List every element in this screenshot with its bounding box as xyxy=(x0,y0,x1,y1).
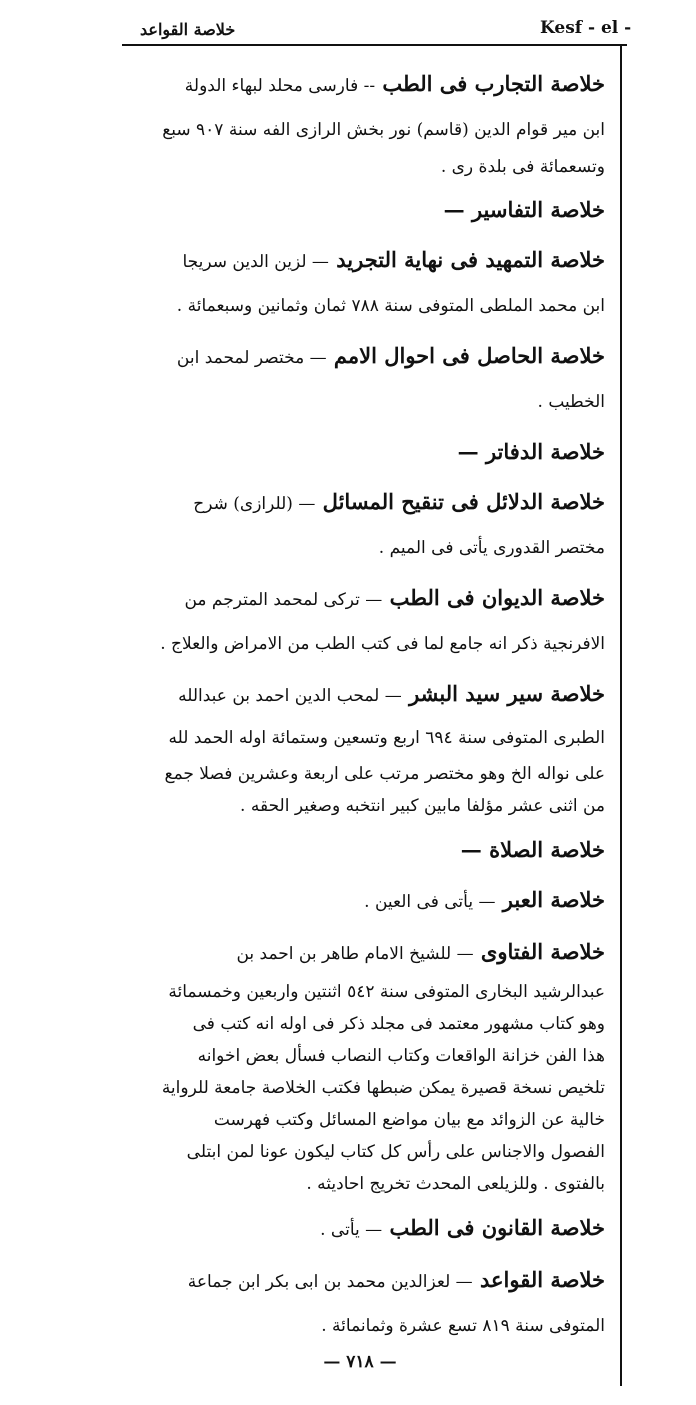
entry xyxy=(150,188,605,232)
entry-text: -- فارسى محلد لبهاء الدولة xyxy=(184,76,376,96)
entry-line: المتوفى سنة ٨١٩ تسع عشرة وثمانمائة . xyxy=(321,1316,605,1336)
running-title-arabic: خلاصة القواعد xyxy=(140,20,236,39)
entry-title: خلاصة الصلاة xyxy=(489,837,605,862)
entry xyxy=(150,334,605,424)
entry-text: — لعزالدين محمد بن ابى بكر ابن جماعة xyxy=(187,1272,473,1292)
entry-title: خلاصة الدفاتر xyxy=(485,439,605,464)
entry xyxy=(150,576,605,666)
entry-line: مختصر القدورى يأتى فى الميم . xyxy=(378,538,605,558)
entry-line: تلخيص نسخة قصيرة يمكن ضبطها فكتب الخلاصة جامعة للرواية xyxy=(161,1078,605,1098)
entry xyxy=(150,1258,605,1348)
entry-title: خلاصة الديوان فى الطب xyxy=(389,585,605,610)
entry-line: ابن محمد الملطى المتوفى سنة ٧٨٨ ثمان وثمانين وسبعمائة . xyxy=(176,296,605,316)
entry-line: الفصول والاجناس على رأس كل كتاب ليكون عونا لمن ابتلى xyxy=(186,1142,605,1162)
entry xyxy=(150,672,605,822)
entry xyxy=(150,878,605,924)
entry-text: — مختصر لمحمد ابن xyxy=(176,348,327,368)
entry xyxy=(150,480,605,570)
entry xyxy=(150,828,605,872)
entry-line: وهو كتاب مشهور معتمد فى مجلد ذكر فى اوله انه كتب فى xyxy=(192,1014,605,1034)
entry-text: — لمحب الدين احمد بن عبدالله xyxy=(178,686,402,706)
entry-text: — للشيخ الامام طاهر بن احمد بن xyxy=(236,944,474,964)
entry-text: — xyxy=(460,837,482,862)
entry-title: خلاصة القانون فى الطب xyxy=(389,1215,605,1240)
entry-line: عبدالرشيد البخارى المتوفى سنة ٥٤٢ اثنتين واربعين وخمسمائة xyxy=(168,982,605,1002)
entry-text: — يأتى . xyxy=(320,1220,383,1240)
entry-line: بالفتوى . وللزيلعى المحدث تخريج احاديثه . xyxy=(306,1174,605,1194)
entry-title: خلاصة الدلائل فى تنقيح المسائل xyxy=(322,489,605,514)
entry-title: خلاصة التجارب فى الطب xyxy=(382,71,605,96)
entry-line: من اثنى عشر مؤلفا مابين كبير انتخبه وصغير الحقه . xyxy=(240,796,605,816)
entry-line: وتسعمائة فى بلدة رى . xyxy=(440,157,605,177)
entry xyxy=(150,930,605,1200)
entry xyxy=(150,1206,605,1252)
entry-line: الطبرى المتوفى سنة ٦٩٤ اربع وتسعين وستمائة اوله الحمد لله xyxy=(168,728,605,748)
page-number: — ٧١٨ — xyxy=(323,1352,397,1372)
entry-title: خلاصة الحاصل فى احوال الامم xyxy=(333,343,605,368)
entry-text: — يأتى فى العين . xyxy=(364,892,496,912)
entry-title: خلاصة سير سيد البشر xyxy=(409,681,605,706)
entry-title: خلاصة التفاسير xyxy=(471,197,605,222)
header-rule xyxy=(122,44,627,46)
entry xyxy=(150,430,605,474)
page-header xyxy=(0,0,696,46)
margin-rule xyxy=(620,46,622,1386)
entry-line: الافرنجية ذكر انه جامع لما فى كتب الطب من الامراض والعلاج . xyxy=(160,634,605,654)
entry-text: — لزين الدين سريجا xyxy=(182,252,329,272)
entry-text: — xyxy=(457,439,479,464)
entry-line: هذا الفن خزانة الواقعات وكتاب النصاب فسأل بعض اخوانه xyxy=(197,1046,605,1066)
entry-title: خلاصة التمهيد فى نهاية التجريد xyxy=(336,247,605,272)
running-title-latin: Kesf - el - xyxy=(540,18,632,38)
entry-line: خالية عن الزوائد مع بيان مواضع المسائل وكتب فهرست xyxy=(213,1110,605,1130)
entry-line: ابن مير قوام الدين (قاسم) نور بخش الرازى الفه سنة ٩٠٧ سبع xyxy=(162,120,605,140)
entry-line: الخطيب . xyxy=(537,392,605,412)
entry-text: — تركى لمحمد المترجم من xyxy=(184,590,383,610)
entry xyxy=(150,238,605,328)
entry-line: على نواله الخ وهو مختصر مرتب على اربعة وعشرين فصلا جمع xyxy=(164,764,605,784)
entry xyxy=(150,62,605,182)
entry-title: خلاصة العبر xyxy=(502,887,605,912)
entry-text: — xyxy=(443,197,465,222)
page-body xyxy=(150,62,605,1354)
entry-title: خلاصة الفتاوى xyxy=(480,939,605,964)
entry-text: — (للرازى) شرح xyxy=(193,494,316,514)
entry-title: خلاصة القواعد xyxy=(479,1267,605,1292)
